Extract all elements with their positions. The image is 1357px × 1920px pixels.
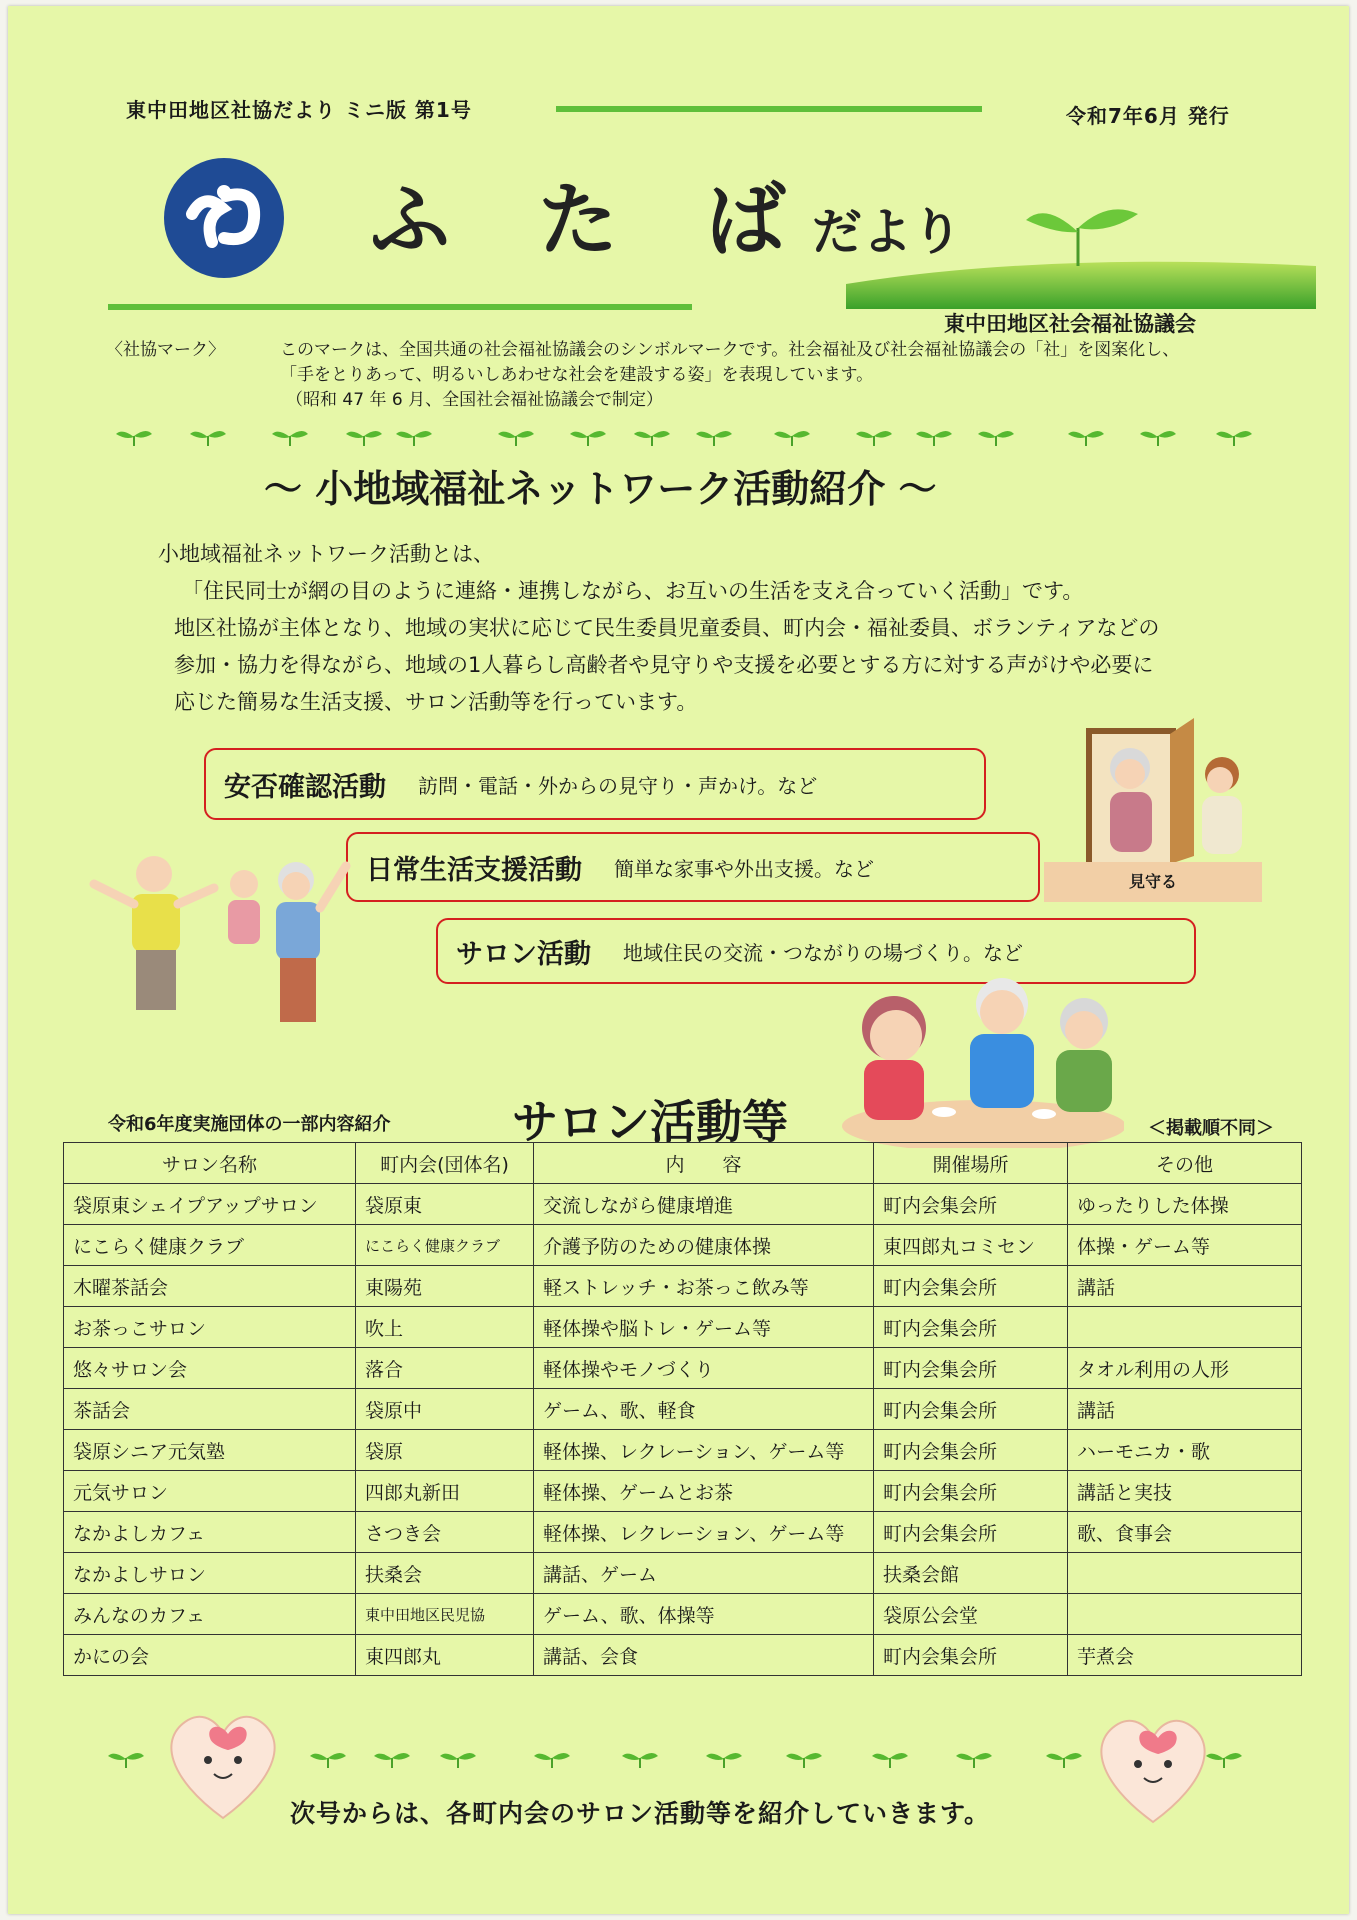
table-cell: 軽ストレッチ・お茶っこ飲み等 (534, 1266, 874, 1307)
network-para-5: 応じた簡易な生活支援、サロン活動等を行っています。 (174, 690, 698, 714)
header-rule-top (556, 106, 982, 112)
network-para-1: 小地域福祉ネットワーク活動とは、 (158, 542, 494, 566)
table-cell: 元気サロン (64, 1471, 356, 1512)
table-row (64, 1635, 1302, 1676)
table-cell: 講話、ゲーム (534, 1553, 874, 1594)
table-cell: 東陽苑 (356, 1266, 534, 1307)
table-cell: 町内会集会所 (874, 1389, 1068, 1430)
sprout-icon (394, 428, 434, 448)
column-header: その他 (1068, 1143, 1302, 1184)
table-cell: ハーモニカ・歌 (1068, 1430, 1302, 1471)
activity-box-safety-check (204, 748, 986, 820)
table-cell: 軽体操、レクレーション、ゲーム等 (534, 1512, 874, 1553)
table-cell: 町内会集会所 (874, 1266, 1068, 1307)
table-row (64, 1225, 1302, 1266)
sprout-icon (270, 428, 310, 448)
table-row (64, 1430, 1302, 1471)
activity-desc: 地域住民の交流・つながりの場づくり。など (623, 940, 1023, 965)
sprout-icon (372, 1750, 412, 1770)
table-cell: タオル利用の人形 (1068, 1348, 1302, 1389)
network-section-title: ～ 小地域福祉ネットワーク活動紹介 ～ (264, 467, 937, 511)
mark-description-line3: （昭和 47 年 6 月、全国社会福祉協議会で制定） (286, 390, 664, 410)
table-cell: 町内会集会所 (874, 1184, 1068, 1225)
table-cell: 四郎丸新田 (356, 1471, 534, 1512)
table-row (64, 1266, 1302, 1307)
table-cell: 町内会集会所 (874, 1348, 1068, 1389)
table-cell (1068, 1594, 1302, 1635)
table-cell: ゆったりした体操 (1068, 1184, 1302, 1225)
network-para-3: 地区社協が主体となり、地域の実状に応じて民生委員児童委員、町内会・福祉委員、ボランティアなどの (174, 616, 1160, 640)
table-cell (1068, 1307, 1302, 1348)
sprout-icon (344, 428, 384, 448)
table-cell: ゲーム、歌、体操等 (534, 1594, 874, 1635)
table-cell: 歌、食事会 (1068, 1512, 1302, 1553)
table-cell: 介護予防のための健康体操 (534, 1225, 874, 1266)
sprout-icon (976, 428, 1016, 448)
salon-title: サロン活動等 (512, 1095, 788, 1149)
table-cell: 講話 (1068, 1389, 1302, 1430)
table-row (64, 1471, 1302, 1512)
exercise-seniors-icon (84, 844, 354, 1054)
table-cell: 町内会集会所 (874, 1471, 1068, 1512)
sprout-icon (1066, 428, 1106, 448)
table-cell: 木曜茶話会 (64, 1266, 356, 1307)
mark-description-line1: このマークは、全国共通の社会福祉協議会のシンボルマークです。社会福祉及び社会福祉協議会の「社」を図案化し、 (280, 340, 1180, 360)
activity-desc: 簡単な家事や外出支援。など (614, 856, 874, 881)
table-row (64, 1553, 1302, 1594)
sprout-icon (632, 428, 672, 448)
activity-name: サロン活動 (456, 938, 591, 970)
table-cell: 落合 (356, 1348, 534, 1389)
activity-box-daily-support (346, 832, 1040, 902)
table-cell: 軽体操やモノづくり (534, 1348, 874, 1389)
heart-mascot-left-icon (158, 1698, 288, 1828)
mark-description-line2: 「手をとりあって、明るいしあわせな社会を建設する姿」を表現しています。 (280, 365, 874, 385)
table-cell: にこらく健康クラブ (356, 1225, 534, 1266)
table-cell: 芋煮会 (1068, 1635, 1302, 1676)
table-cell: かにの会 (64, 1635, 356, 1676)
salon-table (63, 1142, 1302, 1676)
sprout-icon (914, 428, 954, 448)
table-cell: 袋原 (356, 1430, 534, 1471)
sprout-icon (954, 1750, 994, 1770)
table-cell: 町内会集会所 (874, 1430, 1068, 1471)
sprout-icon (568, 428, 608, 448)
mark-label: 〈社協マーク〉 (106, 340, 225, 360)
sprout-icon (694, 428, 734, 448)
table-cell: 軽体操、ゲームとお茶 (534, 1471, 874, 1512)
table-cell: 体操・ゲーム等 (1068, 1225, 1302, 1266)
table-row (64, 1348, 1302, 1389)
table-cell: みんなのカフェ (64, 1594, 356, 1635)
table-cell: 町内会集会所 (874, 1635, 1068, 1676)
table-cell: 交流しながら健康増進 (534, 1184, 874, 1225)
sprout-icon (114, 428, 154, 448)
sprout-icon (1214, 428, 1254, 448)
sprout-icon (870, 1750, 910, 1770)
table-row (64, 1389, 1302, 1430)
column-header: 内 容 (534, 1143, 874, 1184)
salon-tea-illustration-icon (834, 958, 1124, 1148)
watching-caption: 見守る (1044, 862, 1262, 902)
sprout-icon (620, 1750, 660, 1770)
sprout-icon (496, 428, 536, 448)
table-cell: 東四郎丸 (356, 1635, 534, 1676)
table-row (64, 1512, 1302, 1553)
table-cell: 扶桑会館 (874, 1553, 1068, 1594)
table-row (64, 1184, 1302, 1225)
table-cell: にこらく健康クラブ (64, 1225, 356, 1266)
table-cell: 講話 (1068, 1266, 1302, 1307)
activity-name: 日常生活支援活動 (366, 854, 582, 886)
title-main: ふ た ば (370, 174, 816, 267)
table-cell: 講話と実技 (1068, 1471, 1302, 1512)
table-cell: ゲーム、歌、軽食 (534, 1389, 874, 1430)
sprout-hill-icon (846, 204, 1316, 309)
table-cell: お茶っこサロン (64, 1307, 356, 1348)
column-header: 開催場所 (874, 1143, 1068, 1184)
title-sub: だより (812, 203, 962, 261)
salon-intro: 令和6年度実施団体の一部内容紹介 (108, 1114, 391, 1135)
table-header-row (64, 1143, 1302, 1184)
table-cell: 軽体操、レクレーション、ゲーム等 (534, 1430, 874, 1471)
table-cell: さつき会 (356, 1512, 534, 1553)
series-label: 東中田地区社協だより ミニ版 第1号 (126, 98, 472, 122)
table-cell: 町内会集会所 (874, 1307, 1068, 1348)
shakyo-mark-icon (162, 156, 286, 280)
table-cell: 講話、会食 (534, 1635, 874, 1676)
sprout-icon (308, 1750, 348, 1770)
header-rule-bottom (108, 304, 692, 310)
sprout-icon (704, 1750, 744, 1770)
column-header: 町内会(団体名) (356, 1143, 534, 1184)
table-cell: 袋原東 (356, 1184, 534, 1225)
sprout-icon (854, 428, 894, 448)
table-cell: 袋原東シェイプアップサロン (64, 1184, 356, 1225)
salon-note: ＜掲載順不同＞ (1148, 1118, 1274, 1139)
table-row (64, 1594, 1302, 1635)
footer-message: 次号からは、各町内会のサロン活動等を紹介していきます。 (290, 1799, 991, 1828)
table-cell: 吹上 (356, 1307, 534, 1348)
network-para-2: 「住民同士が網の目のように連絡・連携しながら、お互いの生活を支え合っていく活動」です。 (182, 579, 1084, 603)
door-visit-icon (1044, 706, 1264, 866)
table-cell: 袋原公会堂 (874, 1594, 1068, 1635)
table-cell: 悠々サロン会 (64, 1348, 356, 1389)
issue-date: 令和7年6月 発行 (1066, 104, 1230, 128)
newsletter-page (8, 6, 1349, 1914)
network-para-4: 参加・協力を得ながら、地域の1人暮らし高齢者や見守りや支援を必要とする方に対する声がけや必要に (174, 653, 1154, 677)
sprout-icon (1044, 1750, 1084, 1770)
table-cell: 袋原シニア元気塾 (64, 1430, 356, 1471)
table-cell: なかよしサロン (64, 1553, 356, 1594)
sprout-icon (106, 1750, 146, 1770)
activity-desc: 訪問・電話・外からの見守り・声かけ。など (418, 773, 818, 798)
table-row (64, 1307, 1302, 1348)
table-cell: 東四郎丸コミセン (874, 1225, 1068, 1266)
sprout-icon (1138, 428, 1178, 448)
heart-mascot-right-icon (1088, 1702, 1218, 1832)
table-cell: 茶話会 (64, 1389, 356, 1430)
sprout-icon (784, 1750, 824, 1770)
table-cell: 軽体操や脳トレ・ゲーム等 (534, 1307, 874, 1348)
sprout-icon (188, 428, 228, 448)
table-cell: 東中田地区民児協 (356, 1594, 534, 1635)
activity-name: 安否確認活動 (224, 771, 386, 803)
table-cell: 扶桑会 (356, 1553, 534, 1594)
table-cell: 町内会集会所 (874, 1512, 1068, 1553)
table-cell (1068, 1553, 1302, 1594)
sprout-icon (438, 1750, 478, 1770)
column-header: サロン名称 (64, 1143, 356, 1184)
table-cell: 袋原中 (356, 1389, 534, 1430)
table-cell: なかよしカフェ (64, 1512, 356, 1553)
watching-illustration (1044, 706, 1264, 906)
sprout-icon (772, 428, 812, 448)
sprout-icon (532, 1750, 572, 1770)
publisher: 東中田地区社会福祉協議会 (944, 312, 1196, 336)
